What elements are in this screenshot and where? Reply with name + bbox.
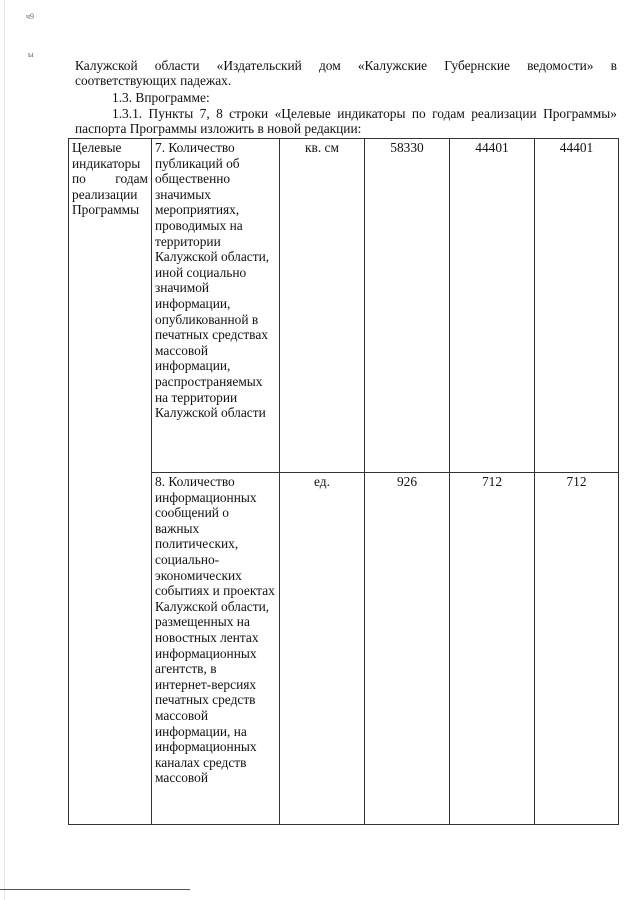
word: 8: [216, 106, 223, 121]
value-cell: 712: [535, 473, 619, 825]
unit-cell: ед.: [280, 473, 365, 825]
value-cell: 926: [365, 473, 450, 825]
margin-mark: ч9: [26, 12, 35, 21]
header-line: [72, 171, 148, 187]
margin-mark: ы: [28, 50, 34, 59]
word: годам: [432, 106, 465, 121]
word: «Калужские: [357, 58, 428, 73]
header-line: реализации: [72, 186, 138, 202]
word: области: [154, 58, 200, 73]
word: «Целевые: [274, 106, 331, 121]
paragraph-line: соответствующих падежах.: [75, 73, 232, 88]
header-line: Целевые: [72, 140, 122, 155]
word: Пункты: [148, 106, 194, 121]
word: Программы»: [543, 106, 617, 121]
word: по: [411, 106, 426, 121]
word: Калужской: [75, 58, 138, 73]
header-line: индикаторы: [72, 155, 141, 171]
value-cell: 58330: [365, 139, 450, 473]
word: по: [72, 171, 86, 187]
paragraph-gazette-reference: [75, 58, 617, 88]
paragraph-line: [75, 58, 617, 73]
word: строки: [229, 106, 269, 121]
word: 1.3.1.: [112, 106, 143, 121]
value-cell: 44401: [535, 139, 619, 473]
table-row: [69, 139, 619, 473]
row-header-cell: [69, 139, 152, 825]
paragraph-line: [75, 106, 617, 121]
header-line: Программы: [72, 202, 140, 218]
word: 7,: [199, 106, 210, 121]
value-cell: 712: [450, 473, 535, 825]
table-row: [69, 473, 619, 825]
word: индикаторы: [337, 106, 406, 121]
word: «Издательский: [216, 58, 302, 73]
unit-cell: кв. см: [280, 139, 365, 473]
footnote-separator: [0, 889, 190, 890]
target-indicators-table: [68, 138, 619, 825]
word: реализации: [471, 106, 537, 121]
margin-marks: [20, 8, 40, 68]
scan-edge-line: [4, 0, 5, 900]
word: годам: [115, 171, 148, 187]
word: в: [610, 58, 617, 73]
indicator-cell: 7. Количество публикаций об общественно значимых мероприятиях, проводимых на территории Калужской области, иной социально значимой информации, опубликованной в печатных средствах массовой информации, распространяемых на территории Калужской области: [152, 139, 280, 473]
row-header-text: [72, 140, 148, 218]
value-cell: 44401: [450, 139, 535, 473]
paragraph-line: паспорта Программы изложить в новой редакции:: [75, 121, 362, 136]
paragraph-1-3-1: [75, 106, 617, 136]
word: ведомости»: [527, 58, 594, 73]
section-heading-1-3: 1.3. Впрограмме:: [112, 90, 210, 105]
word: дом: [318, 58, 341, 73]
indicator-cell: 8. Количество информационных сообщений о важных политических, социально-экономических событиях и проектах Калужской области, размещенных на новостных лентах информационных агентств, в интернет-версиях печатных средств массовой информации, на информационных каналах средств массовой: [152, 473, 280, 825]
word: Губернские: [444, 58, 510, 73]
